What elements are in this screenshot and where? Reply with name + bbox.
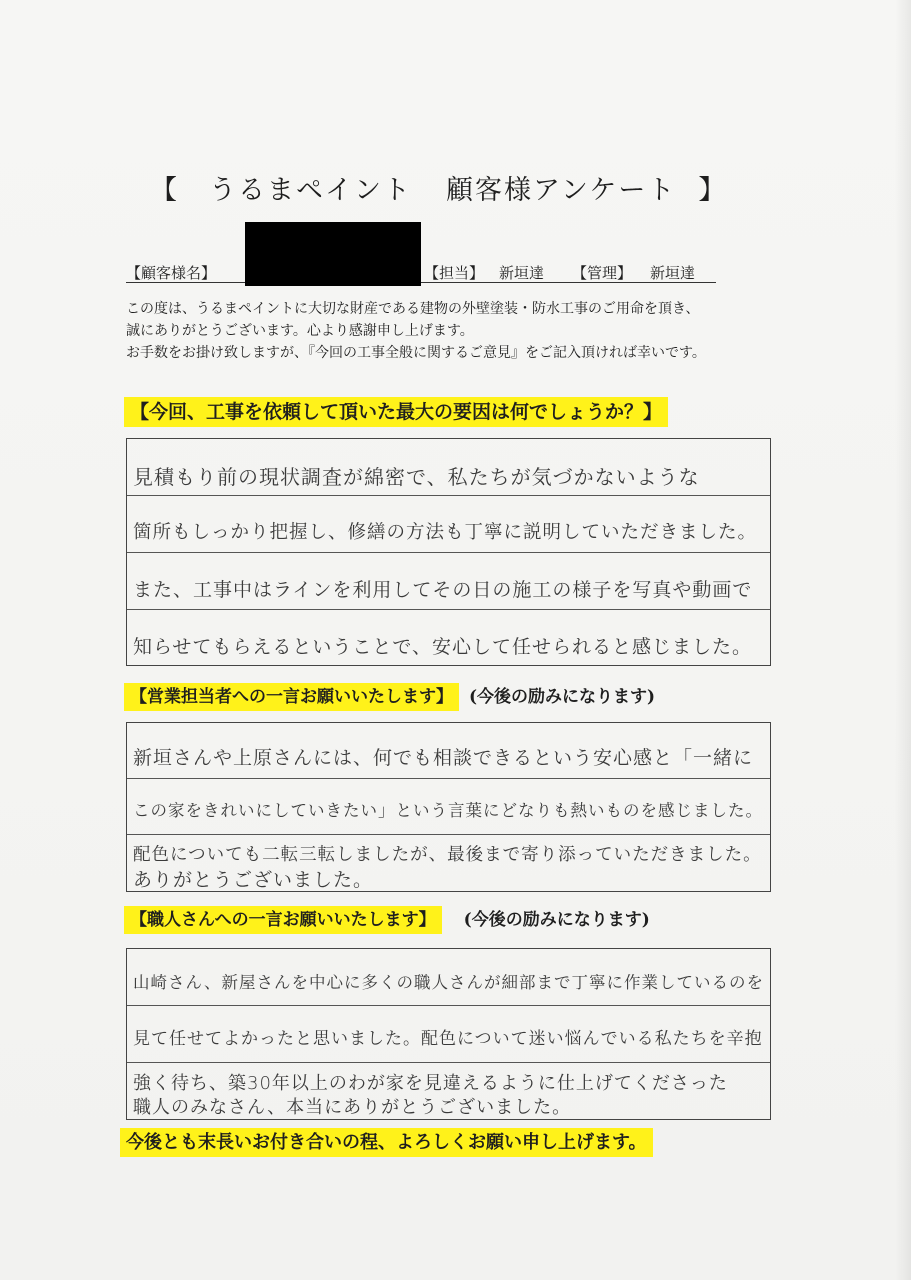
intro-line: この度は、うるまペイントに大切な財産である建物の外壁塗装・防水工事のご用命を頂き、 [126, 301, 700, 317]
intro-text [126, 298, 776, 364]
answer-text: また、工事中はラインを利用してその日の施工の様子を写真や動画で [133, 579, 753, 601]
customer-underline [126, 282, 716, 283]
question-3-note: (今後の励みになります) [463, 910, 650, 930]
question-2 [124, 682, 655, 707]
answer-text: この家をきれいにしていきたい」という言葉にどなりも熱いものを感じました。 [133, 801, 763, 820]
answer-text: 見て任せてよかったと思いました。配色について迷い悩んでいる私たちを辛抱 [133, 1029, 763, 1049]
answer-line [127, 835, 770, 891]
answer-text: 職人のみなさん、本当にありがとうございました。 [133, 1097, 572, 1118]
answer-line [127, 610, 770, 667]
answer-text: 強く待ち、築30年以上のわが家を見違えるように仕上げてくださった [133, 1073, 728, 1094]
answer-line [127, 1006, 770, 1063]
customer-name-redaction [245, 222, 421, 286]
manager-name: 新垣達 [650, 264, 696, 282]
title-bracket-open: 【 [150, 175, 179, 206]
answer-text: 箇所もしっかり把握し、修繕の方法も丁寧に説明していただきました。 [133, 522, 758, 543]
answer-text: 新垣さんや上原さんには、何でも相談できるという安心感と「一緒に [133, 747, 754, 769]
answer-text: 見積もり前の現状調査が綿密で、私たちが気づかないような [133, 465, 700, 489]
customer-info-row [126, 258, 716, 288]
question-3-heading: 【職人さんへの一言お願いいたします】 [124, 906, 442, 934]
question-1-heading: 【今回、工事を依頼して頂いた最大の要因は何でしょうか？】 [124, 397, 668, 427]
closing-text: 今後とも末長いお付き合いの程、よろしくお願い申し上げます。 [120, 1128, 653, 1157]
answer-box-2 [126, 722, 771, 892]
answer-line [127, 949, 770, 1006]
question-2-heading: 【営業担当者への一言お願いいたします】 [124, 683, 459, 711]
question-2-note: (今後の励みになります) [469, 687, 656, 707]
answer-line [127, 439, 770, 496]
answer-text: 配色についても二転三転しましたが、最後まで寄り添っていただきました。 [133, 845, 762, 865]
customer-name-label: 【顧客様名】 [126, 264, 217, 282]
page-title [150, 168, 760, 207]
staff-name: 新垣達 [499, 264, 545, 282]
title-company: うるまペイント [209, 175, 412, 206]
intro-line: 誠にありがとうございます。心より感謝申し上げます。 [126, 323, 474, 339]
answer-line [127, 553, 770, 610]
question-1 [124, 397, 668, 424]
intro-line: お手数をお掛け致しますが、『今回の工事全般に関するご意見』をご記入頂ければ幸いです。 [126, 345, 706, 361]
answer-text: ありがとうございました。 [133, 869, 374, 891]
answer-text: 知らせてもらえるということで、安心して任せられると感じました。 [133, 636, 753, 658]
answer-box-3 [126, 948, 771, 1120]
closing-message [120, 1128, 653, 1154]
paper-edge-shadow [895, 0, 911, 1280]
answer-line [127, 723, 770, 779]
title-bracket-close: 】 [698, 175, 728, 206]
answer-line [127, 496, 770, 553]
answer-text: 山崎さん、新屋さんを中心に多くの職人さんが細部まで丁寧に作業しているのを [133, 973, 764, 992]
answer-line [127, 1063, 770, 1119]
question-3 [124, 905, 650, 930]
staff-label: 【担当】 [424, 264, 485, 282]
title-subject: 顧客様アンケート [446, 175, 677, 206]
manager-label: 【管理】 [572, 264, 633, 282]
answer-line [127, 779, 770, 835]
answer-box-1 [126, 438, 771, 666]
